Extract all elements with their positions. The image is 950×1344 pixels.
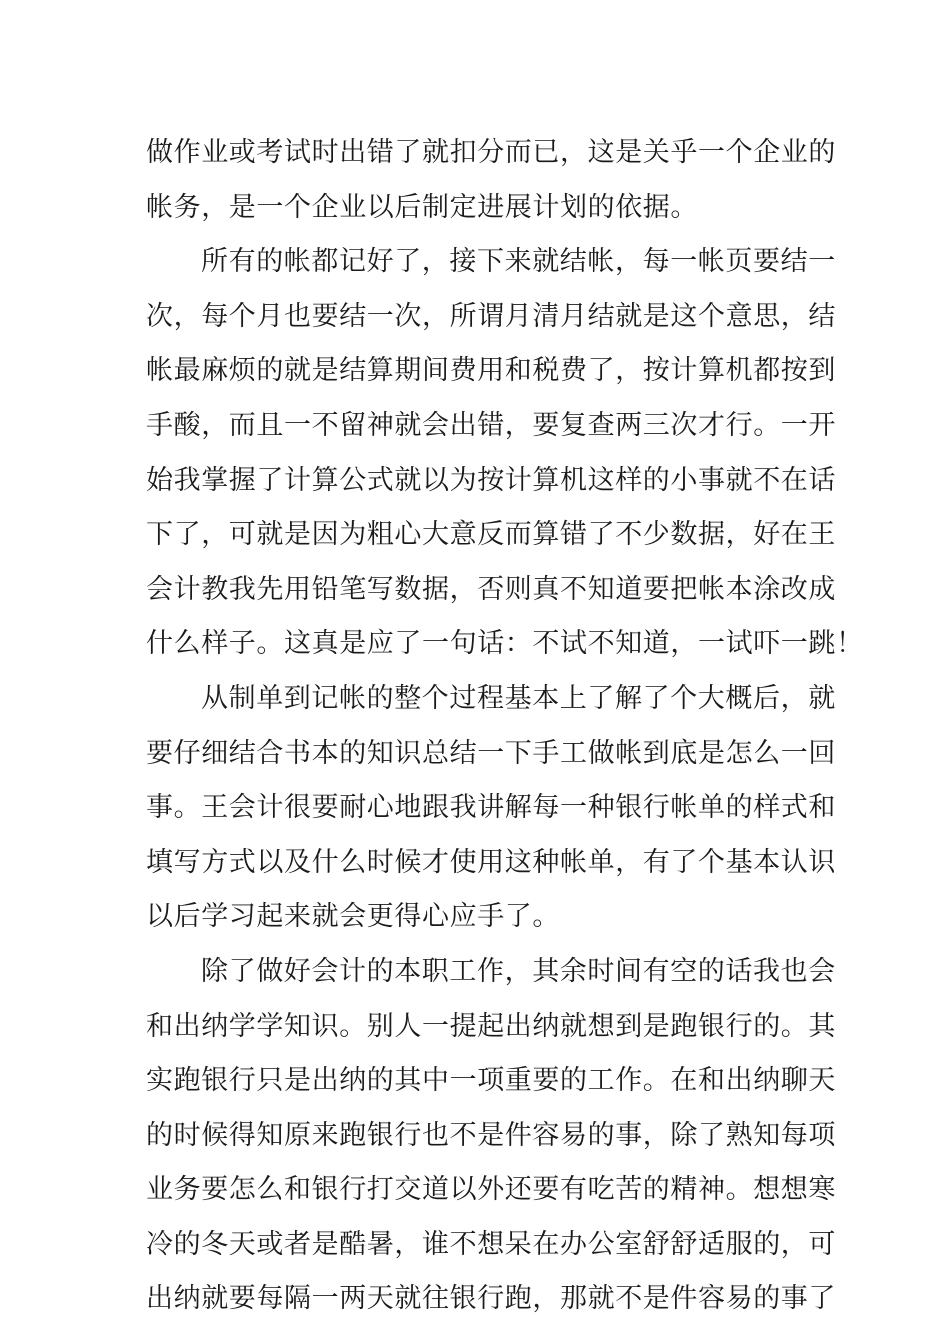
text-line: 事。王会计很要耐心地跟我讲解每一种银行帐单的样式和 xyxy=(146,792,836,824)
text-line: 帐最麻烦的就是结算期间费用和税费了，按计算机都按到 xyxy=(146,355,836,387)
text-line: 冷的冬天或者是酷暑，谁不想呆在办公室舒舒适服的，可 xyxy=(146,1228,836,1260)
text-line: 次，每个月也要结一次，所谓月清月结就是这个意思，结 xyxy=(146,300,836,332)
text-line: 填写方式以及什么时候才使用这种帐单，有了个基本认识 xyxy=(146,846,836,878)
text-line: 实跑银行只是出纳的其中一项重要的工作。在和出纳聊天 xyxy=(146,1065,836,1097)
text-line: 以后学习起来就会更得心应手了。 xyxy=(146,901,560,933)
text-line: 手酸，而且一不留神就会出错，要复查两三次才行。一开 xyxy=(146,409,836,441)
text-line: 什么样子。这真是应了一句话：不试不知道，一试吓一跳！ xyxy=(146,628,864,660)
body-text xyxy=(146,126,864,1327)
text-line: 会计教我先用铅笔写数据，否则真不知道要把帐本涂改成 xyxy=(146,573,836,605)
text-line: 业务要怎么和银行打交道以外还要有吃苦的精神。想想寒 xyxy=(146,1174,836,1206)
text-line: 和出纳学学知识。别人一提起出纳就想到是跑银行的。其 xyxy=(146,1010,836,1042)
text-line: 的时候得知原来跑银行也不是件容易的事，除了熟知每项 xyxy=(146,1119,836,1151)
text-line: 帐务，是一个企业以后制定进展计划的依据。 xyxy=(146,191,698,223)
paragraph-start-line: 除了做好会计的本职工作，其余时间有空的话我也会 xyxy=(201,955,836,987)
text-line: 做作业或考试时出错了就扣分而已，这是关乎一个企业的 xyxy=(146,137,836,168)
text-line: 下了，可就是因为粗心大意反而算错了不少数据，好在王 xyxy=(146,519,836,551)
text-line: 始我掌握了计算公式就以为按计算机这样的小事就不在话 xyxy=(146,464,836,496)
text-line: 出纳就要每隔一两天就往银行跑，那就不是件容易的事了 xyxy=(146,1283,836,1315)
paragraph-start-line: 从制单到记帐的整个过程基本上了解了个大概后，就 xyxy=(201,682,836,714)
paragraph-start-line: 所有的帐都记好了，接下来就结帐，每一帐页要结一 xyxy=(201,246,836,278)
text-line: 要仔细结合书本的知识总结一下手工做帐到底是怎么一回 xyxy=(146,737,836,769)
